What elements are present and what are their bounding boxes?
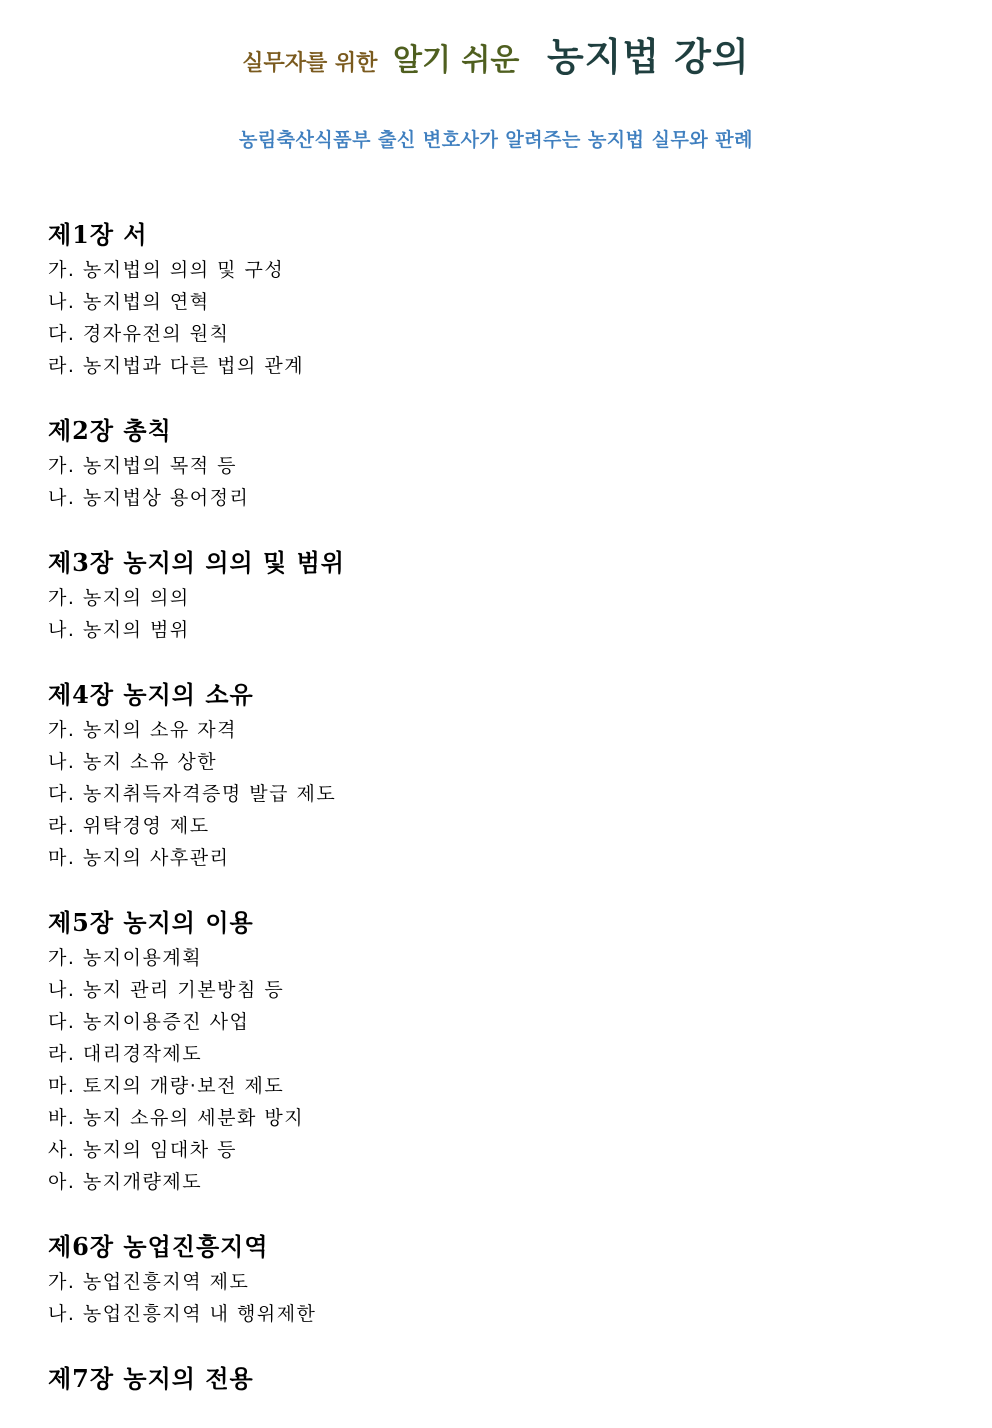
title-part2: 알기 쉬운 xyxy=(393,43,520,78)
chapter-title: 제7장 농지의 전용 xyxy=(48,1364,254,1393)
chapter-item: 마. 농지의 사후관리 xyxy=(48,847,230,869)
chapter-item: 다. 농지이용증진 사업 xyxy=(48,1011,250,1033)
chapter-section xyxy=(48,904,345,1198)
chapter-title: 제6장 농업진흥지역 xyxy=(48,1232,269,1261)
chapter-section xyxy=(48,1228,345,1330)
chapter-item: 나. 농지의 범위 xyxy=(48,619,190,641)
chapter-item: 가. 농지법의 의의 및 구성 xyxy=(48,259,285,281)
chapter-section xyxy=(48,676,345,874)
title-part3: 농지법 강의 xyxy=(546,34,750,79)
chapter-title: 제1장 서 xyxy=(48,220,148,249)
chapter-item: 가. 농지의 소유 자격 xyxy=(48,719,237,741)
chapter-item: 가. 농업진흥지역 제도 xyxy=(48,1271,250,1293)
chapter-item: 다. 경자유전의 원칙 xyxy=(48,323,230,345)
chapter-title: 제5장 농지의 이용 xyxy=(48,908,254,937)
chapter-item: 사. 농지의 임대차 등 xyxy=(48,1139,237,1161)
chapter-item: 마. 토지의 개량·보전 제도 xyxy=(48,1075,285,1097)
chapter-section xyxy=(48,216,345,382)
chapter-item: 가. 농지의 의의 xyxy=(48,587,190,609)
chapter-item: 가. 농지법의 목적 등 xyxy=(48,455,237,477)
document-subtitle: 농림축산식품부 출신 변호사가 알려주는 농지법 실무와 판례 xyxy=(238,129,754,151)
chapter-item: 가. 농지이용계획 xyxy=(48,947,203,969)
chapter-item: 라. 대리경작제도 xyxy=(48,1043,203,1065)
title-part1: 실무자를 위한 xyxy=(242,50,378,76)
chapter-section xyxy=(48,1360,345,1398)
chapter-item: 라. 위탁경영 제도 xyxy=(48,815,210,837)
chapter-item: 나. 농지법상 용어정리 xyxy=(48,487,250,509)
chapter-title: 제2장 총칙 xyxy=(48,416,172,445)
chapter-item: 나. 농지법의 연혁 xyxy=(48,291,210,313)
chapter-item: 아. 농지개량제도 xyxy=(48,1171,203,1193)
chapter-item: 나. 농지 소유 상한 xyxy=(48,751,218,773)
table-of-contents xyxy=(48,216,345,1428)
chapter-item: 나. 농업진흥지역 내 행위제한 xyxy=(48,1303,317,1325)
chapter-item: 나. 농지 관리 기본방침 등 xyxy=(48,979,285,1001)
chapter-item: 바. 농지 소유의 세분화 방지 xyxy=(48,1107,305,1129)
document-title xyxy=(0,26,992,81)
chapter-section xyxy=(48,544,345,646)
chapter-section xyxy=(48,412,345,514)
chapter-item: 다. 농지취득자격증명 발급 제도 xyxy=(48,783,337,805)
chapter-title: 제4장 농지의 소유 xyxy=(48,680,254,709)
chapter-title: 제3장 농지의 의의 및 범위 xyxy=(48,548,345,577)
chapter-item: 라. 농지법과 다른 법의 관계 xyxy=(48,355,305,377)
